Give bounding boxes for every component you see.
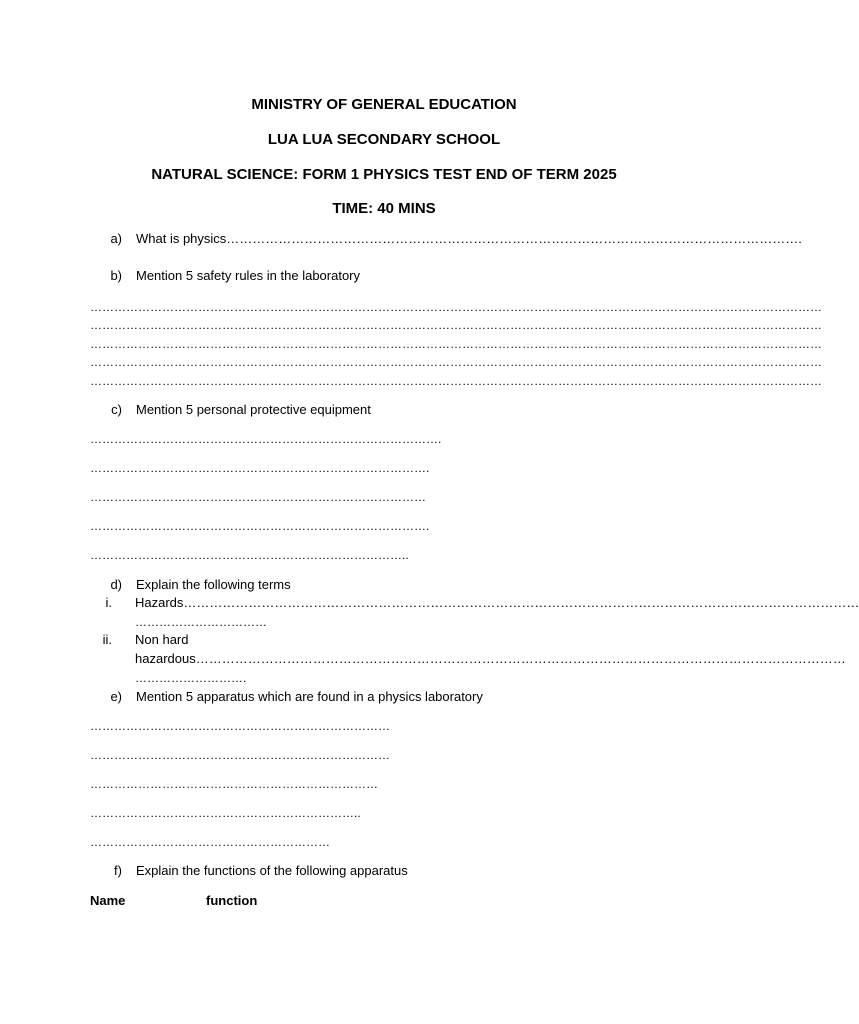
subject-heading: NATURAL SCIENCE: FORM 1 PHYSICS TEST END OF TERM 2025 [151,166,617,183]
answer-line[interactable]: ………………………………………………………………………………………………………………………………………………………………… [90,374,822,388]
question-d-item-ii-text2: hazardous…………………………………………………………………………………………………………………………………… [135,651,846,666]
question-b-marker: b) [110,268,122,283]
table-header-function: function [206,893,258,908]
answer-line[interactable]: ……………………………………………………………… [90,777,378,791]
question-a-text: What is physics……………………………………………………………………………………………………………………. [136,231,802,246]
question-d-item-i-text: Hazards………………………………………………………………………………………………………………………………………… [135,595,859,610]
school-heading: LUA LUA SECONDARY SCHOOL [267,131,501,148]
answer-line[interactable]: ………………………………………………………………………………………………………………………………………………………………… [90,355,822,369]
question-d-text: Explain the following terms [136,577,291,592]
answer-line[interactable]: ………………………………………………………………………………………………………………………………………………………………… [90,300,822,314]
question-e-text: Mention 5 apparatus which are found in a physics laboratory [136,689,483,704]
question-d-item-ii-marker: ii. [102,632,112,647]
question-c-marker: c) [111,402,122,417]
question-f-text: Explain the functions of the following apparatus [136,863,408,878]
question-d-item-ii-text: Non hard [135,632,189,647]
ministry-heading: MINISTRY OF GENERAL EDUCATION [251,96,517,113]
answer-line[interactable]: ………………………………………………………………………………………………………………………………………………………………… [90,337,822,351]
question-c-text: Mention 5 personal protective equipment [136,402,371,417]
answer-line[interactable]: ………………………………………………………………… [90,748,390,762]
answer-line[interactable]: ……………………………………………………………………………. [90,432,442,446]
time-heading: TIME: 40 MINS [332,200,436,217]
answer-line[interactable]: ………………………. [135,671,247,685]
answer-line[interactable]: ………………………………………………………………………………………………………………………………………………………………… [90,318,822,332]
answer-line[interactable]: …………………………………………………………………………. [90,519,430,533]
question-e-marker: e) [110,689,122,704]
question-a-marker: a) [110,231,122,246]
question-d-item-ii-line [135,651,846,667]
answer-line[interactable]: …………………………………………………………………….. [90,548,409,562]
question-d-item-i-marker: i. [105,595,112,610]
answer-line[interactable]: ………………………………………………………………………… [90,490,426,504]
answer-line[interactable]: …………………………… [135,615,267,629]
answer-line[interactable]: …………………………………………………… [90,835,330,849]
question-f-marker: f) [114,863,122,878]
answer-line[interactable]: …………………………………………………………………………. [90,461,430,475]
answer-line[interactable]: ………………………………………………………….. [90,806,361,820]
answer-line[interactable]: ………………………………………………………………… [90,719,390,733]
question-d-marker: d) [110,577,122,592]
table-header-name: Name [90,893,126,908]
question-b-text: Mention 5 safety rules in the laboratory [136,268,361,283]
